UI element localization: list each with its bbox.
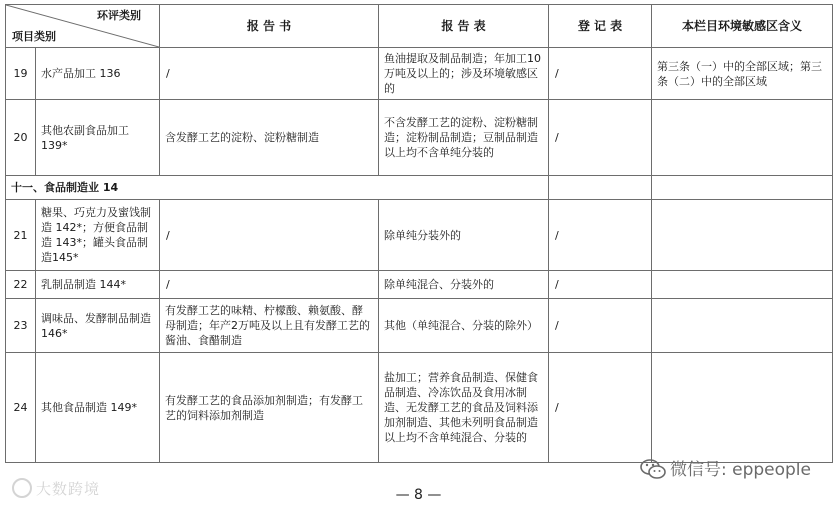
registration-cell: / xyxy=(549,299,652,353)
table-row xyxy=(6,353,833,463)
row-number: 19 xyxy=(6,48,36,100)
wechat-icon xyxy=(639,458,667,480)
header-report-book: 报 告 书 xyxy=(160,5,379,48)
table-row xyxy=(6,48,833,100)
row-number: 23 xyxy=(6,299,36,353)
header-eia-category: 环评类别 xyxy=(97,9,141,22)
table-row xyxy=(6,100,833,176)
row-number: 21 xyxy=(6,200,36,271)
row-number: 24 xyxy=(6,353,36,463)
project-category: 糖果、巧克力及蜜饯制造 142*；方便食品制造 143*；罐头食品制造145* xyxy=(36,200,160,271)
table-row xyxy=(6,299,833,353)
report-form-cell: 不含发酵工艺的淀粉、淀粉糖制造；淀粉制品制造；豆制品制造 以上均不含单纯分装的 xyxy=(379,100,549,176)
diagonal-header-cell xyxy=(6,5,160,48)
row-number: 22 xyxy=(6,271,36,299)
report-form-cell: 鱼油提取及制品制造；年加工10万吨及以上的；涉及环境敏感区的 xyxy=(379,48,549,100)
report-book-cell: / xyxy=(160,200,379,271)
project-category: 调味品、发酵制品制造 146* xyxy=(36,299,160,353)
project-category: 其他食品制造 149* xyxy=(36,353,160,463)
project-category: 乳制品制造 144* xyxy=(36,271,160,299)
empty-cell xyxy=(549,176,652,200)
registration-cell: / xyxy=(549,353,652,463)
sensitive-area-cell xyxy=(652,200,833,271)
report-book-cell: 有发酵工艺的味精、柠檬酸、赖氨酸、酵母制造；年产2万吨及以上且有发酵工艺的酱油、食醋制造 xyxy=(160,299,379,353)
report-book-cell: / xyxy=(160,271,379,299)
header-sensitive-area: 本栏目环境敏感区含义 xyxy=(652,5,833,48)
registration-cell: / xyxy=(549,271,652,299)
table-row xyxy=(6,271,833,299)
registration-cell: / xyxy=(549,200,652,271)
eia-classification-table xyxy=(5,4,833,463)
sensitive-area-cell xyxy=(652,353,833,463)
project-category: 水产品加工 136 xyxy=(36,48,160,100)
registration-cell: / xyxy=(549,100,652,176)
watermark-left-text: 大数跨境 xyxy=(36,480,101,498)
page-number: — 8 — xyxy=(395,487,442,503)
report-book-cell: 含发酵工艺的淀粉、淀粉糖制造 xyxy=(160,100,379,176)
project-category: 其他农副食品加工 139* xyxy=(36,100,160,176)
report-form-cell: 除单纯分装外的 xyxy=(379,200,549,271)
row-number: 20 xyxy=(6,100,36,176)
report-form-cell: 除单纯混合、分装外的 xyxy=(379,271,549,299)
section-title: 十一、食品制造业 14 xyxy=(6,176,549,200)
watermark-right-text: 微信号: eppeople xyxy=(669,460,811,480)
header-registration-form: 登 记 表 xyxy=(549,5,652,48)
section-row xyxy=(6,176,833,200)
table-row xyxy=(6,200,833,271)
header-row xyxy=(6,5,833,48)
sensitive-area-cell xyxy=(652,299,833,353)
report-book-cell: / xyxy=(160,48,379,100)
report-book-cell: 有发酵工艺的食品添加剂制造；有发酵工艺的饲料添加剂制造 xyxy=(160,353,379,463)
watermark-right xyxy=(639,455,811,480)
sensitive-area-cell: 第三条（一）中的全部区域；第三条（二）中的全部区域 xyxy=(652,48,833,100)
sensitive-area-cell xyxy=(652,100,833,176)
report-form-cell: 其他（单纯混合、分装的除外） xyxy=(379,299,549,353)
header-report-form: 报 告 表 xyxy=(379,5,549,48)
sensitive-area-cell xyxy=(652,271,833,299)
empty-cell xyxy=(652,176,833,200)
registration-cell: / xyxy=(549,48,652,100)
header-project-category: 项目类别 xyxy=(12,30,56,43)
report-form-cell: 盐加工；营养食品制造、保健食品制造、冷冻饮品及食用冰制造、无发酵工艺的食品及饲料添加剂制造、其他未列明食品制造 以上均不含单纯混合、分装的 xyxy=(379,353,549,463)
